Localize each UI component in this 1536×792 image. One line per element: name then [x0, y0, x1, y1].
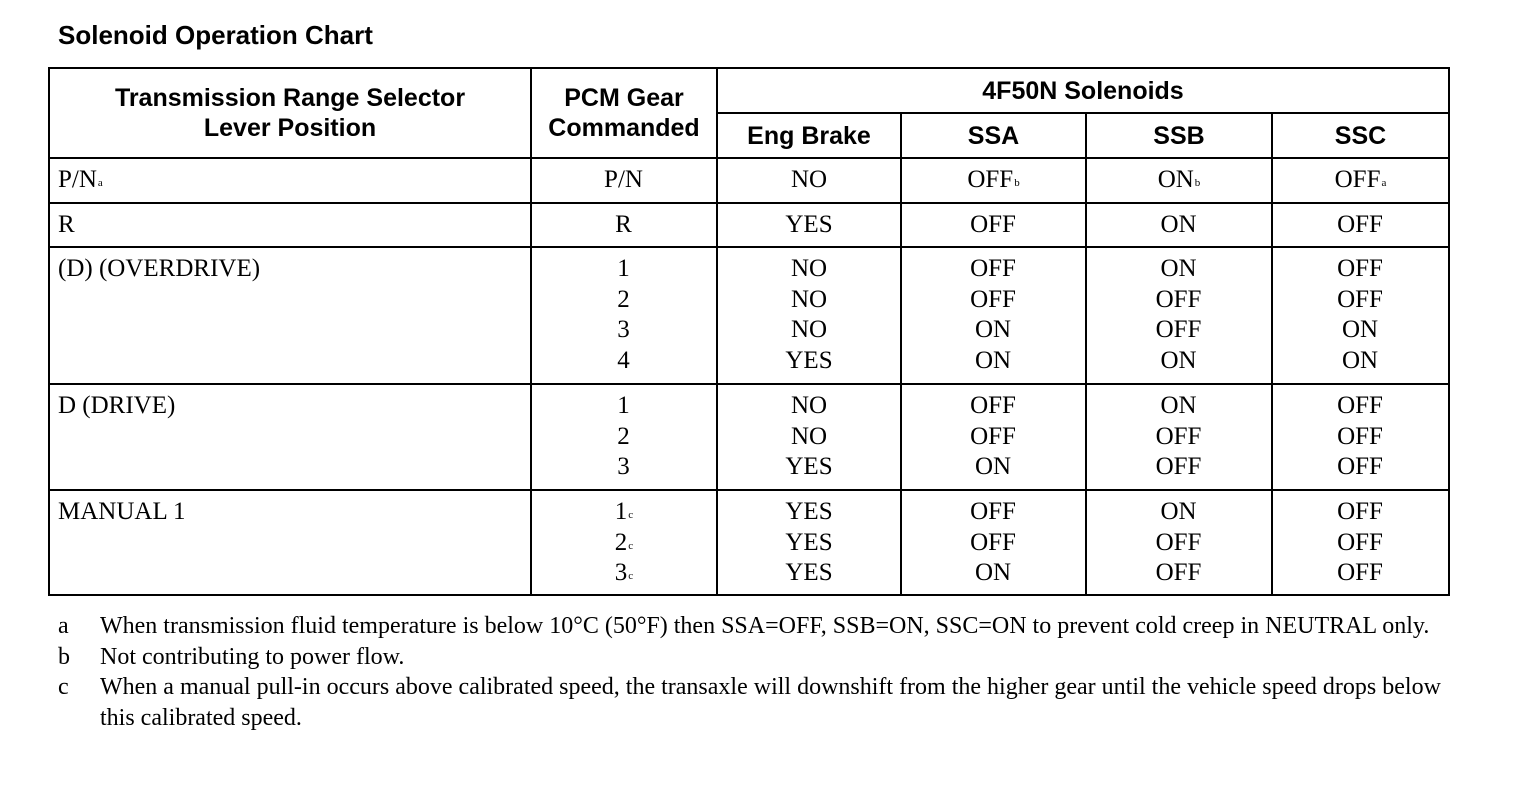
gear-value [532, 254, 716, 285]
footnotes [58, 611, 1448, 733]
gear-cell [531, 384, 717, 490]
eng-brake-text: YES [785, 528, 833, 556]
gear-cell [531, 203, 717, 247]
header-ssc: SSC [1272, 113, 1449, 158]
ssa-cell [901, 490, 1086, 595]
eng-brake-value [718, 391, 900, 422]
ssc-text: OFF [1337, 392, 1383, 419]
ssa-value [902, 254, 1085, 285]
ssa-text: OFF [970, 498, 1016, 525]
gear-text: 2 [614, 528, 628, 556]
ssc-cell [1272, 158, 1449, 203]
ssc-value [1273, 346, 1448, 377]
eng-brake-cell [717, 384, 901, 490]
eng-brake-text: NO [790, 392, 828, 419]
position-label: P/N [58, 166, 97, 193]
ssa-text: ON [974, 316, 1012, 343]
eng-brake-value [718, 346, 900, 377]
gear-cell [531, 490, 717, 595]
position-label: R [58, 211, 75, 238]
gear-text: 3 [614, 559, 628, 586]
eng-brake-text: NO [790, 422, 828, 450]
ssa-value [902, 558, 1085, 589]
ssa-text: OFF [970, 528, 1016, 556]
eng-brake-text: NO [790, 285, 828, 313]
ssc-text: OFF [1337, 422, 1383, 450]
ssc-text: OFF [1337, 498, 1383, 525]
ssb-value [1087, 391, 1271, 422]
ssb-text: OFF [1155, 316, 1202, 343]
ssa-text: OFF [970, 422, 1016, 450]
footnote-marker: a [1381, 177, 1387, 189]
ssb-value [1087, 558, 1271, 589]
ssc-value [1273, 165, 1448, 196]
gear-value [532, 285, 716, 316]
ssa-value [902, 210, 1085, 241]
table-row [49, 490, 1449, 595]
ssc-value [1273, 528, 1448, 559]
header-trs [49, 68, 531, 158]
gear-value [532, 391, 716, 422]
ssb-text: ON [1157, 166, 1194, 193]
eng-brake-text: YES [785, 559, 833, 586]
ssc-value [1273, 422, 1448, 453]
footnote-marker: c [628, 539, 634, 552]
gear-text: 1 [617, 255, 630, 282]
ssb-value [1087, 346, 1271, 377]
ssb-value [1087, 254, 1271, 285]
ssc-text: OFF [1337, 255, 1383, 282]
position-cell [49, 490, 531, 595]
ssb-value [1087, 315, 1271, 346]
footnote-marker: c [628, 570, 634, 582]
gear-text: P/N [604, 166, 643, 193]
ssc-text: OFF [1334, 166, 1381, 193]
gear-value [532, 452, 716, 483]
ssb-text: OFF [1155, 422, 1202, 450]
ssc-value [1273, 285, 1448, 316]
position-cell [49, 384, 531, 490]
ssc-value [1273, 452, 1448, 483]
ssa-text: OFF [970, 255, 1016, 282]
footnote-text: Not contributing to power flow. [100, 643, 405, 670]
ssb-text: OFF [1155, 559, 1202, 586]
eng-brake-text: NO [790, 255, 828, 282]
position-label: (D) (OVERDRIVE) [58, 255, 261, 282]
position-cell [49, 158, 531, 203]
ssa-text: ON [974, 559, 1012, 586]
gear-value [532, 346, 716, 377]
solenoid-operation-table [48, 67, 1450, 596]
header-ssb: SSB [1086, 113, 1272, 158]
eng-brake-text: YES [785, 211, 833, 238]
ssb-value [1087, 210, 1271, 241]
position-cell [49, 247, 531, 384]
ssa-text: OFF [970, 392, 1016, 419]
footnote-letter: a [58, 613, 69, 639]
ssc-text: OFF [1337, 559, 1383, 586]
ssb-value [1087, 285, 1271, 316]
chart-title: Solenoid Operation Chart [58, 20, 373, 50]
gear-cell [531, 158, 717, 203]
ssa-text: OFF [967, 166, 1014, 193]
ssb-text: ON [1160, 392, 1197, 419]
eng-brake-text: YES [785, 498, 833, 525]
footnote-marker: b [1194, 177, 1201, 189]
gear-cell [531, 247, 717, 384]
ssc-cell [1272, 490, 1449, 595]
ssa-value [902, 497, 1085, 528]
eng-brake-value [718, 497, 900, 528]
ssb-value [1087, 452, 1271, 483]
eng-brake-text: NO [790, 166, 828, 193]
table-row [49, 158, 1449, 203]
gear-text: 4 [617, 346, 630, 374]
ssa-text: ON [974, 453, 1012, 480]
table-row [49, 247, 1449, 384]
ssa-value [902, 528, 1085, 559]
footnote-letter: b [58, 643, 70, 670]
gear-text: 3 [617, 316, 630, 343]
header-ssa: SSA [901, 113, 1086, 158]
ssc-cell [1272, 203, 1449, 247]
ssc-value [1273, 558, 1448, 589]
eng-brake-value [718, 528, 900, 559]
gear-value [532, 528, 716, 559]
ssb-value [1087, 497, 1271, 528]
header-pcm-line-1: PCM Gear [564, 84, 684, 112]
eng-brake-text: YES [785, 453, 833, 480]
footnote-text: When a manual pull-in occurs above calibrated speed, the transaxle will downshift from the higher gear until the vehicle speed drops below this calibrated speed. [100, 674, 1441, 731]
eng-brake-value [718, 452, 900, 483]
table-row [49, 384, 1449, 490]
ssb-text: ON [1160, 346, 1197, 374]
position-cell [49, 203, 531, 247]
position-label: D (DRIVE) [58, 392, 176, 419]
eng-brake-cell [717, 203, 901, 247]
ssb-value [1087, 165, 1271, 196]
ssa-cell [901, 247, 1086, 384]
ssc-value [1273, 391, 1448, 422]
gear-value [532, 422, 716, 453]
gear-value [532, 165, 716, 196]
eng-brake-cell [717, 158, 901, 203]
footnote-item [58, 672, 1448, 733]
gear-value [532, 210, 716, 241]
eng-brake-value [718, 422, 900, 453]
eng-brake-value [718, 558, 900, 589]
ssb-text: OFF [1155, 285, 1202, 313]
ssa-cell [901, 158, 1086, 203]
ssb-cell [1086, 158, 1272, 203]
ssc-value [1273, 210, 1448, 241]
eng-brake-cell [717, 490, 901, 595]
ssb-text: ON [1160, 498, 1197, 525]
eng-brake-value [718, 165, 900, 196]
header-trs-line-2: Lever Position [203, 114, 377, 142]
header-solenoid-group: 4F50N Solenoids [717, 68, 1449, 113]
ssa-value [902, 346, 1085, 377]
ssa-text: ON [974, 346, 1012, 374]
ssa-text: OFF [970, 211, 1016, 238]
eng-brake-value [718, 254, 900, 285]
eng-brake-cell [717, 247, 901, 384]
gear-value [532, 558, 716, 589]
ssb-text: ON [1160, 211, 1197, 238]
ssc-text: OFF [1337, 211, 1383, 238]
footnote-marker: c [628, 509, 634, 521]
gear-text: 3 [617, 453, 630, 480]
header-eng-brake: Eng Brake [717, 113, 901, 158]
gear-text: 2 [617, 422, 630, 450]
ssa-value [902, 452, 1085, 483]
ssc-value [1273, 315, 1448, 346]
eng-brake-text: YES [785, 346, 833, 374]
eng-brake-value [718, 285, 900, 316]
footnote-marker: b [1014, 177, 1020, 189]
ssc-cell [1272, 247, 1449, 384]
eng-brake-value [718, 210, 900, 241]
ssb-value [1087, 528, 1271, 559]
ssc-text: OFF [1337, 453, 1383, 480]
table-row [49, 203, 1449, 247]
ssc-value [1273, 254, 1448, 285]
position-label: MANUAL 1 [58, 498, 186, 525]
ssb-text: OFF [1155, 528, 1202, 556]
ssc-text: ON [1341, 316, 1379, 343]
footnote-item [58, 642, 1448, 673]
gear-value [532, 315, 716, 346]
ssc-cell [1272, 384, 1449, 490]
gear-text: R [615, 211, 632, 238]
ssa-value [902, 285, 1085, 316]
footnote-letter: c [58, 674, 69, 700]
ssa-value [902, 315, 1085, 346]
ssb-value [1087, 422, 1271, 453]
header-pcm [531, 68, 717, 158]
position-footnote-marker: a [97, 177, 103, 189]
ssa-value [902, 165, 1085, 196]
footnote-item [58, 611, 1448, 642]
ssc-text: ON [1341, 346, 1379, 374]
eng-brake-value [718, 315, 900, 346]
ssc-text: OFF [1337, 285, 1383, 313]
header-trs-line-1: Transmission Range Selector [114, 84, 466, 112]
ssa-value [902, 422, 1085, 453]
ssb-cell [1086, 490, 1272, 595]
ssb-text: OFF [1155, 453, 1202, 480]
ssb-text: ON [1160, 255, 1197, 282]
ssa-cell [901, 384, 1086, 490]
ssc-value [1273, 497, 1448, 528]
ssa-cell [901, 203, 1086, 247]
footnote-text: When transmission fluid temperature is below 10°C (50°F) then SSA=OFF, SSB=ON, SSC=ON to prevent cold creep in NEUTRAL only. [100, 613, 1430, 639]
ssb-cell [1086, 203, 1272, 247]
gear-text: 1 [617, 392, 630, 419]
header-pcm-line-2: Commanded [548, 114, 700, 142]
ssa-value [902, 391, 1085, 422]
gear-text: 1 [614, 498, 628, 525]
gear-text: 2 [617, 285, 630, 313]
gear-value [532, 497, 716, 528]
ssb-cell [1086, 247, 1272, 384]
ssc-text: OFF [1337, 528, 1383, 556]
ssb-cell [1086, 384, 1272, 490]
ssa-text: OFF [970, 285, 1016, 313]
eng-brake-text: NO [790, 316, 828, 343]
